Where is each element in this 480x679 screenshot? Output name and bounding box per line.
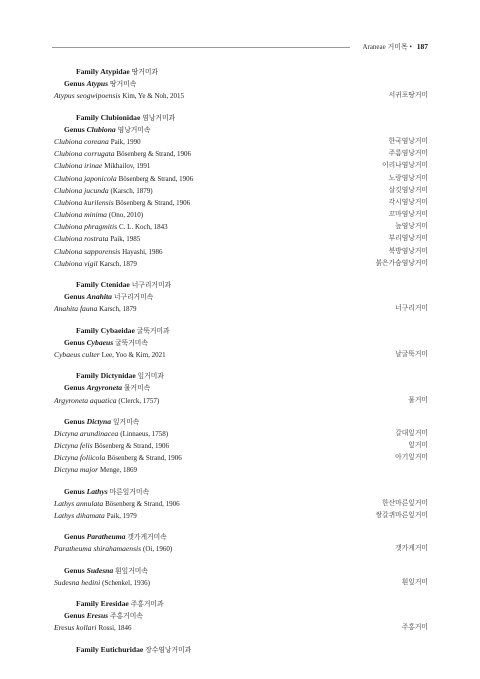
species-name: Clubiona kurilensis <box>54 197 114 207</box>
species-name: Argyroneta aquatica <box>54 395 117 405</box>
genus-heading <box>54 565 428 577</box>
species-name: Dictyna major <box>54 465 99 475</box>
header-bullet: • <box>409 43 412 51</box>
species-author: Bösenberg & Strand, 1906 <box>94 442 170 451</box>
block-spacer <box>54 361 428 370</box>
species-author: Paik, 1985 <box>110 235 141 244</box>
species-korean-name: 날굴뚝거미 <box>395 350 428 358</box>
species-korean-name: 부리염낭거미 <box>388 235 428 243</box>
species-row <box>54 160 428 172</box>
species-name: Clubiona japonicola <box>54 173 117 183</box>
species-name: Clubiona irinae <box>54 161 103 171</box>
species-row <box>54 148 428 160</box>
species-row <box>54 498 428 510</box>
species-author: Paik, 1979 <box>106 512 137 520</box>
genus-prefix: Genus <box>64 124 85 134</box>
species-name: Eresus kollari <box>54 623 97 633</box>
family-korean-name: 주홍거미과 <box>130 600 164 608</box>
species-author: Kim, Ye & Noh, 2015 <box>122 92 185 101</box>
species-name: Clubiona coreana <box>54 136 109 146</box>
species-author: Bösenberg & Strand, 1906 <box>107 454 182 463</box>
species-korean-name: 물거미 <box>408 396 428 404</box>
family-heading <box>54 279 428 291</box>
species-name: Lathys dihamata <box>54 511 105 520</box>
species-name: Anahita fauna <box>54 304 98 314</box>
page-number: 187 <box>416 42 428 51</box>
genus-name: Eresus <box>86 611 109 621</box>
species-name: Dictyna foliicola <box>54 453 106 463</box>
species-name: Clubiona sapporensis <box>54 246 121 256</box>
species-korean-name: 갯가게거미 <box>395 545 428 553</box>
species-author: C. L. Koch, 1843 <box>119 223 168 232</box>
genus-name: Cybaeus <box>86 337 114 347</box>
block-spacer <box>54 589 428 598</box>
species-row <box>54 246 428 258</box>
species-korean-name: 붉은가슴염낭거미 <box>375 259 428 267</box>
species-row <box>54 395 428 407</box>
block-spacer <box>54 103 428 112</box>
genus-prefix: Genus <box>64 337 85 347</box>
genus-heading <box>54 486 428 498</box>
species-author: (Schenkel, 1936) <box>102 578 150 587</box>
species-korean-name: 이리나염낭거미 <box>382 162 428 170</box>
genus-name: Argyroneta <box>86 383 123 393</box>
species-name: Paratheuma shirahamaensis <box>54 544 142 554</box>
species-author: (Clerck, 1757) <box>118 396 160 405</box>
species-row <box>54 543 428 555</box>
species-author: Rossi, 1846 <box>98 624 132 633</box>
running-title-text: Araneae 거미목 <box>362 43 408 51</box>
species-row <box>54 197 428 209</box>
species-korean-name: 주홍거미 <box>401 624 428 632</box>
genus-heading <box>54 337 428 349</box>
genus-name: Dictyna <box>86 416 112 426</box>
genus-korean-name: 잎거미속 <box>112 418 140 426</box>
species-korean-name: 한국염낭거미 <box>388 137 428 145</box>
species-name: Lathys annulata <box>54 498 104 508</box>
species-row <box>54 622 428 634</box>
family-name: Family Clubionidae <box>76 112 141 122</box>
genus-prefix: Genus <box>64 486 85 496</box>
species-author: Paik, 1990 <box>110 137 141 146</box>
species-korean-name: 늪염낭거미 <box>395 223 428 231</box>
genus-heading <box>54 291 428 303</box>
species-row <box>54 440 428 452</box>
genus-heading <box>54 382 428 394</box>
genus-prefix: Genus <box>64 532 85 542</box>
species-author: Mikhailov, 1991 <box>104 162 151 171</box>
family-korean-name: 장수염낭거미과 <box>145 646 192 654</box>
genus-korean-name: 염낭거미속 <box>117 126 151 134</box>
family-korean-name: 잎거미과 <box>137 373 164 381</box>
species-checklist <box>54 66 428 656</box>
species-name: Clubiona vigil <box>54 258 98 268</box>
species-korean-name: 흰잎거미 <box>401 578 428 586</box>
genus-heading <box>54 531 428 543</box>
family-heading <box>54 644 428 656</box>
species-name: Sudesna hedini <box>54 577 101 587</box>
species-korean-name: 잎거미 <box>408 442 428 450</box>
species-name: Clubiona corrugata <box>54 149 115 159</box>
species-author: (Ono, 2010) <box>108 211 144 220</box>
species-author: Bösenberg & Strand, 1906 <box>118 174 194 183</box>
family-korean-name: 땅거미과 <box>131 69 158 76</box>
genus-korean-name: 주홍거미속 <box>110 613 143 621</box>
genus-name: Atypus <box>86 79 109 89</box>
species-author: Karsch, 1879 <box>99 259 137 268</box>
family-heading <box>54 598 428 610</box>
family-korean-name: 염낭거미과 <box>142 114 176 122</box>
species-author: (Karsch, 1879) <box>110 186 153 195</box>
species-name: Clubiona minima <box>54 210 107 220</box>
genus-heading <box>54 610 428 622</box>
species-author: Hayashi, 1986 <box>122 247 163 256</box>
species-name: Atypus seogwipoensis <box>54 91 121 101</box>
running-title <box>362 42 428 52</box>
family-heading <box>54 325 428 337</box>
species-korean-name: 갈대잎거미 <box>395 429 428 437</box>
genus-name: Sudesna <box>86 565 114 575</box>
species-name: Dictyna arundinacea <box>54 428 119 438</box>
genus-korean-name: 너구리거미속 <box>113 294 154 302</box>
family-name: Family Dictynidae <box>76 371 136 381</box>
species-author: Karsch, 1879 <box>99 305 137 314</box>
species-row <box>54 464 428 476</box>
genus-heading <box>54 124 428 136</box>
species-name: Cybaeus culter <box>54 349 100 359</box>
species-korean-name: 한산마른잎거미 <box>382 499 428 507</box>
family-korean-name: 너구리거미과 <box>131 282 172 289</box>
genus-korean-name: 마른잎거미속 <box>109 488 150 496</box>
species-korean-name: 살깃염낭거미 <box>388 186 428 194</box>
family-korean-name: 굴뚝거미과 <box>136 327 170 335</box>
genus-prefix: Genus <box>64 565 85 575</box>
species-korean-name: 쌍갈퀴마른잎거미 <box>375 512 428 519</box>
species-row <box>54 136 428 148</box>
species-row <box>54 349 428 361</box>
species-row <box>54 303 428 315</box>
genus-name: Clubiona <box>86 124 116 134</box>
species-korean-name: 노랑염낭거미 <box>388 174 428 182</box>
species-korean-name: 꼬마염낭거미 <box>388 211 428 219</box>
species-korean-name: 아기잎거미 <box>395 454 428 462</box>
species-row <box>54 510 428 522</box>
genus-spacer <box>54 477 428 486</box>
family-heading <box>54 112 428 124</box>
genus-korean-name: 땅거미속 <box>110 81 137 89</box>
family-name: Family Eutichuridae <box>76 644 144 654</box>
page-header <box>52 42 428 54</box>
genus-heading <box>54 78 428 90</box>
genus-korean-name: 굴뚝거미속 <box>115 339 148 347</box>
genus-prefix: Genus <box>64 292 85 302</box>
species-row <box>54 233 428 245</box>
species-name: Clubiona phragmitis <box>54 222 118 232</box>
species-korean-name: 서귀포땅거미 <box>388 92 428 100</box>
family-name: Family Cybaeidae <box>76 325 135 335</box>
species-row <box>54 221 428 233</box>
species-author: (Linnaeus, 1758) <box>120 429 169 438</box>
genus-heading <box>54 416 428 428</box>
species-row <box>54 209 428 221</box>
genus-korean-name: 흰잎거미속 <box>115 567 148 575</box>
genus-name: Lathys <box>86 486 108 496</box>
species-author: Bösenberg & Strand, 1906 <box>116 150 191 159</box>
species-name: Clubiona jucunda <box>54 185 109 195</box>
species-row <box>54 173 428 185</box>
family-name: Family Ctenidae <box>76 280 130 289</box>
genus-prefix: Genus <box>64 383 85 393</box>
species-author: Menge, 1869 <box>100 466 137 475</box>
species-korean-name: 너구리거미 <box>395 305 428 313</box>
block-spacer <box>54 316 428 325</box>
species-author: Lee, Yoo & Kim, 2021 <box>101 350 166 359</box>
genus-korean-name: 물거미속 <box>123 385 151 393</box>
block-spacer <box>54 270 428 279</box>
species-author: Bösenberg & Strand, 1906 <box>115 198 191 207</box>
genus-spacer <box>54 407 428 416</box>
species-name: Clubiona rostrata <box>54 234 109 244</box>
genus-spacer <box>54 556 428 565</box>
species-row <box>54 90 428 102</box>
species-row <box>54 185 428 197</box>
genus-name: Paratheuma <box>86 532 126 542</box>
species-row <box>54 577 428 589</box>
genus-prefix: Genus <box>64 79 85 89</box>
genus-prefix: Genus <box>64 416 85 426</box>
genus-spacer <box>54 522 428 531</box>
genus-korean-name: 갯가게거미속 <box>127 534 167 542</box>
species-korean-name: 북방염낭거미 <box>388 247 428 255</box>
species-author: (Oi, 1960) <box>143 545 173 554</box>
species-korean-name: 각시염낭거미 <box>388 198 428 206</box>
family-heading <box>54 370 428 382</box>
species-korean-name: 주름염낭거미 <box>388 150 428 158</box>
block-spacer <box>54 635 428 644</box>
family-name: Family Eresidae <box>76 598 129 608</box>
header-rule <box>52 47 350 48</box>
species-row <box>54 258 428 270</box>
species-name: Dictyna felis <box>54 441 93 451</box>
genus-prefix: Genus <box>64 611 85 621</box>
species-row <box>54 428 428 440</box>
species-row <box>54 452 428 464</box>
genus-name: Anahita <box>86 292 112 302</box>
family-name: Family Atypidae <box>76 67 130 76</box>
species-author: Bösenberg & Strand, 1906 <box>105 499 180 508</box>
family-heading <box>54 66 428 78</box>
